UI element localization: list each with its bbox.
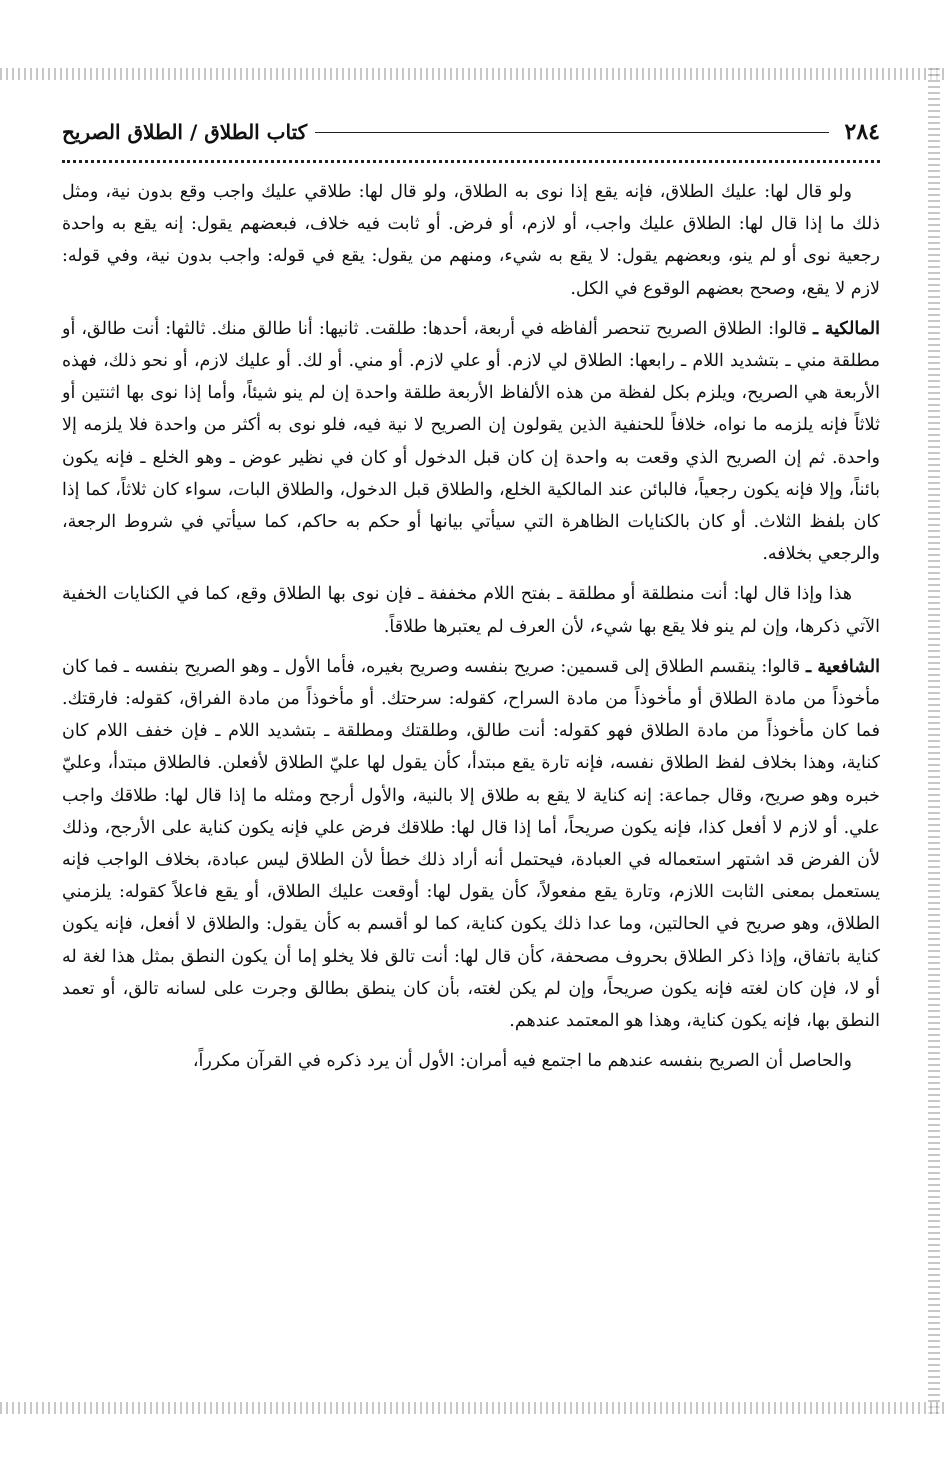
paragraph-shafii-text: قالوا: ينقسم الطلاق إلى قسمين: صريح بنفسه وصريح بغيره، فأما الأول ـ وهو الصريح بنفسه ـ فما كان مأخوذاً من مادة الطلاق أو مأخوذاً من مادة السراح، كقوله: سرحتك. أو مأخوذاً من مادة الفراق، كقوله: فارقتك. فما كان مأخوذاً من مادة الطلاق فهو كقوله: أنت طالق، وطلقتك ومطلقة ـ بتشديد اللام ـ فإن خفف اللام كان كناية، وهذا بخلاف لفظ الطلاق نفسه، فإنه تارة يقع مبتدأ، كأن يقول لها عليّ الطلاق لأفعلن. فالطلاق مبتدأ، وعليّ خبره وهو صريح، وقال جماعة: إنه كناية لا يقع به طلاق إلا بالنية، والأول أرجح ومثله ما إذا قال لها: طلاقك واجب علي. أو لازم لا أفعل كذا، فإنه يكون صريحاً، أما إذا قال لها: طلاقك فرض علي فإنه يكون كناية على الأرجح، وذلك لأن الفرض قد اشتهر استعماله في العبادة، فيحتمل أنه أراد ذلك خطأ لأن الطلاق ليس عبادة، بخلاف الواجب فإنه يستعمل بمعنى الثابت اللازم، وتارة يقع مفعولاً، كأن يقول لها: أوقعت عليك الطلاق، أو يقع فاعلاً كقوله: يلزمني الطلاق، وهو صريح في الحالتين، وما عدا ذلك يكون كناية، كما لو أقسم به كأن يقول: والطلاق لا أفعل، فإنه يكون كناية باتفاق، وإذا ذكر الطلاق بحروف مصحفة، كأن قال لها: أنت تالق فلا يخلو إما أن يكون النطق بمثل هذا لغة له أو لا، فإن كان لغته فإنه يكون صريحاً، وإن لم يكن لغته، بأن كان ينطق بطالق وجرت على لسانه تالق، أو تعمد النطق بها، فإنه يكون كناية، وهذا هو المعتمد عندهم. [62, 656, 880, 1032]
paragraph-3 [62, 578, 880, 642]
decorative-border-bottom [0, 1402, 944, 1414]
decorative-border-top [0, 68, 944, 80]
paragraph-5 [62, 1045, 880, 1077]
page-number: ٢٨٤ [844, 119, 880, 145]
page-header [62, 112, 880, 152]
paragraph-5-text: والحاصل أن الصريح بنفسه عندهم ما اجتمع فيه أمران: الأول أن يرد ذكره في القرآن مكرراً، [192, 1051, 852, 1072]
paragraph-3-text: هذا وإذا قال لها: أنت منطلقة أو مطلقة ـ بفتح اللام مخففة ـ فإن نوى بها الطلاق وقع، كما في الكنايات الخفية الآتي ذكرها، وإن لم ينو فلا يقع بها شيء، لأن العرف لم يعتبرها طلاقاً. [62, 584, 880, 637]
paragraph-1-text: ولو قال لها: عليك الطلاق، فإنه يقع إذا نوى به الطلاق، ولو قال لها: طلاقي عليك واجب وقع بدون نية، ومثل ذلك ما إذا قال لها: الطلاق عليك واجب، أو لازم، أو فرض. أو ثابت فيه خلاف، فبعضهم يقول: إنه يقع به واحدة رجعية نوى أو لم ينو، وبعضهم يقول: لا يقع به شيء، ومنهم من يقول: يقع في قوله: واجب بدون نية، وفي قوله: لازم لا يقع، وصحح بعضهم الوقوع في الكل. [62, 182, 880, 299]
body-text [62, 176, 880, 1085]
running-title: كتاب الطلاق / الطلاق الصريح [62, 120, 308, 144]
paragraph-shafii [62, 651, 880, 1037]
paragraph-1 [62, 176, 880, 305]
paragraph-maliki-lead: المالكية ـ [812, 318, 880, 339]
paragraph-maliki [62, 313, 880, 571]
header-rule [315, 132, 828, 133]
paragraph-shafii-lead: الشافعية ـ [806, 656, 880, 677]
dotted-divider [62, 160, 880, 163]
paragraph-maliki-text: قالوا: الطلاق الصريح تنحصر ألفاظه في أربعة، أحدها: طلقت. ثانيها: أنا طالق منك. ثالثها: أنت طالق، أو مطلقة مني ـ بتشديد اللام ـ رابعها: الطلاق لي لازم. أو علي لازم. أو مني. أو لك. أو عليك لازم، أو نحو ذلك، فهذه الأربعة هي الصريح، ويلزم بكل لفظة من هذه الألفاظ الأربعة طلقة واحدة إن لم ينو شيئاً، وأما إذا نوى بها اثنتين أو ثلاثاً فإنه يلزمه ما نواه، خلافاً للحنفية الذين يقولون إن الصريح لا نية فيه، فلو نوى به أكثر من واحدة فلا يلزمه إلا واحدة. ثم إن الصريح الذي وقعت به واحدة إن كان قبل الدخول أو كان في نظير عوض ـ وهو الخلع ـ فإنه يكون بائناً، وإلا فإنه يكون رجعياً، فالبائن عند المالكية الخلع، والطلاق قبل الدخول، والطلاق البات، سواء كان ثلاثاً، كما إذا كان بلفظ الثلاث. أو كان بالكنايات الظاهرة التي سيأتي بيانها أو حكم به حاكم، كما سيأتي في شروط الرجعة، والرجعي بخلافه. [62, 318, 880, 565]
decorative-border-right [928, 68, 940, 1414]
